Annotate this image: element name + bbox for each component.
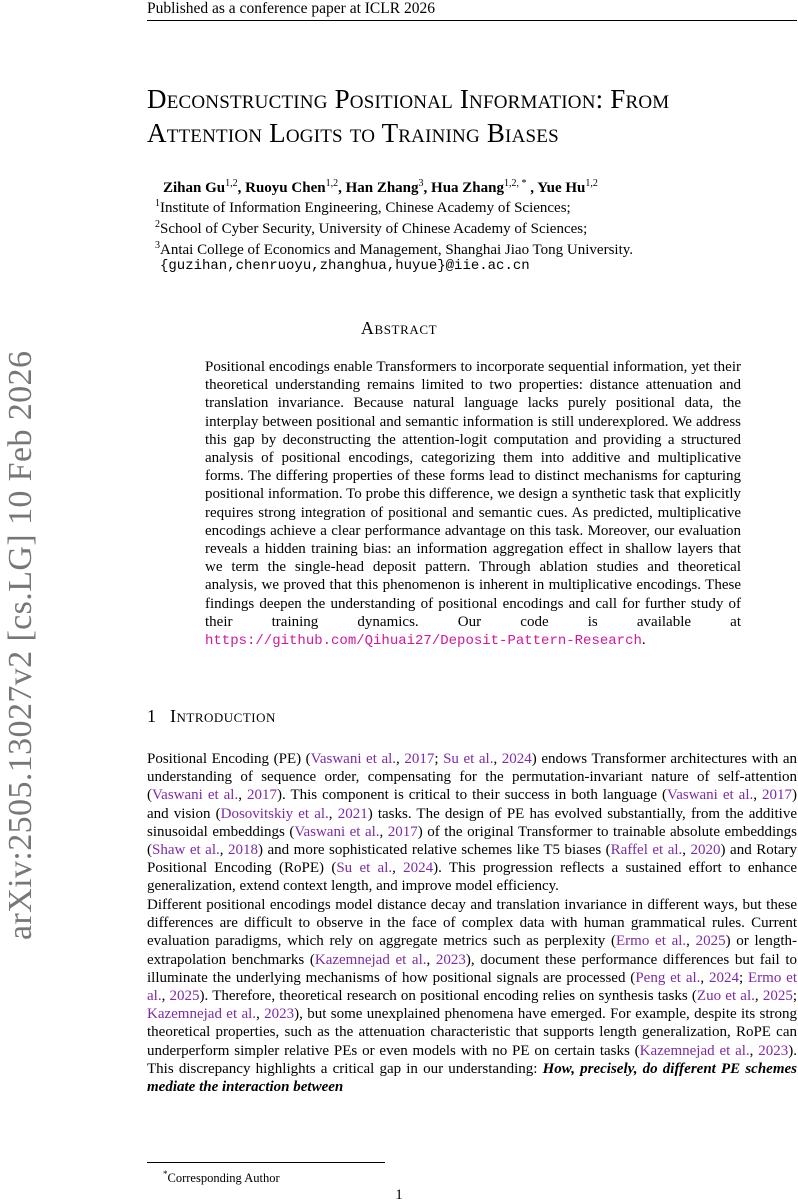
- text-run: ,: [219, 842, 229, 859]
- emphasized-question: How, precisely, do different PE schemes mediate the interaction between: [147, 1060, 798, 1096]
- page-number: 1: [395, 1187, 403, 1203]
- text-run: ,: [238, 787, 247, 804]
- citation-link[interactable]: Zuo et al.: [696, 988, 755, 1005]
- citation-link[interactable]: Kazemnejad et al.: [639, 1042, 750, 1059]
- citation-link[interactable]: Dosovitskiy et al.: [220, 805, 329, 822]
- paper-title: [147, 82, 798, 150]
- text-run: ,: [396, 751, 405, 767]
- text-run: ;: [792, 988, 798, 1005]
- author: Yue Hu$^{1,2}$: [537, 178, 598, 196]
- text-run: ) endows Transformer architectures with an understanding of sequence order, compensating for the permutation-invariant nature of self-attention (: [147, 751, 797, 804]
- text-run: ). This progression reflects a sustained effort to enhance generalization, extend context length, and improve model efficiency.: [147, 860, 797, 895]
- text-run: ), document these performance differences but fail to illuminate the underlying mechanisms of how positional signals are processed (: [147, 951, 797, 986]
- author: Han Zhang$^3$: [345, 178, 424, 196]
- section-heading-introduction: 1 Introduction: [147, 706, 276, 726]
- citation-link[interactable]: 2024: [403, 860, 434, 877]
- text-run: ,: [700, 969, 709, 986]
- citation-link[interactable]: Kazemnejad et al.: [314, 951, 427, 968]
- title-line-1: Deconstructing Positional Information: From: [147, 84, 670, 114]
- text-run: ,: [754, 988, 763, 1005]
- arxiv-identifier: arXiv:2505.13027v2 [cs.LG] 10 Feb 2026: [2, 350, 39, 940]
- citation-link[interactable]: 2018: [228, 842, 259, 859]
- abstract-body: Positional encodings enable Transformers to incorporate sequential information, yet their theoretical understanding remains limited to two properties: distance attenuation and translation invariance. Because natural language lacks purely positional data, the interplay between positional and semantic information is still underexplored. We address this gap by deconstructing the attention-logit computation and providing a structured analysis of positional encodings, categorizing them into additive and multiplicative forms. The differing properties of these forms lead to distinct mechanisms for capturing positional information. To probe this difference, we design a synthetic task that explicitly requires strong integration of positional and semantic cues. As predicted, multiplicative encodings achieve a clear performance advantage on this task. Moreover, our evaluation reveals a hidden training bias: an information aggregation effect in shallow layers that we term the single-head deposit pattern. Through ablation studies and theoretical analysis, we proved that this phenomenon is inherent in multiplicative encodings. These findings deepen the understanding of positional encodings and call for further study of their training dynamics. Our code is available at https://github.com/Qihuai27/Deposit-Pattern-Research.: [205, 359, 741, 650]
- citation-link[interactable]: Su et al.: [336, 860, 393, 877]
- affiliation-2: $^2$School of Cyber Security, University of Chinese Academy of Sciences;: [155, 219, 588, 237]
- text-run: ), but some unexplained phenomena have emerged. For example, despite its strong theoretical properties, such as the attenuation characteristic that supports length generalization, RoPE can underperform simpler relative PEs or even models with no PE on certain tasks (: [147, 1006, 798, 1059]
- text-run: ,: [682, 842, 691, 859]
- citation-link[interactable]: Kazemnejad et al.: [147, 1006, 257, 1023]
- citation-link[interactable]: 2025: [169, 988, 200, 1005]
- citation-link[interactable]: Ermo et al.: [147, 969, 798, 1005]
- text-run: ,: [161, 988, 170, 1005]
- text-run: ,: [379, 823, 388, 840]
- title-line-2: Attention Logits to Training Biases: [147, 118, 559, 148]
- text-run: ,: [426, 951, 436, 968]
- citation-link[interactable]: 2017: [404, 751, 435, 767]
- author: Hua Zhang$^{1,2, *}$: [431, 178, 527, 196]
- citation-link[interactable]: Su et al.: [443, 751, 494, 767]
- text-run: ). This discrepancy highlights a critical gap in our understanding:: [147, 1042, 797, 1077]
- citation-link[interactable]: 2017: [762, 787, 793, 804]
- abstract-heading: Abstract: [360, 318, 438, 338]
- citation-link[interactable]: Raffel et al.: [610, 842, 683, 859]
- text-run: ,: [753, 787, 763, 804]
- affiliation-3: $^3$Antai College of Economics and Management, Shanghai Jiao Tong University.: [155, 240, 634, 258]
- citation-link[interactable]: Vaswani et al.: [310, 751, 397, 767]
- text-run: ,: [493, 751, 502, 767]
- text-run: ) of the original Transformer to trainable absolute embeddings (: [147, 823, 797, 859]
- citation-link[interactable]: 2024: [501, 751, 532, 767]
- citation-link[interactable]: 2025: [695, 933, 726, 950]
- text-run: ;: [434, 751, 444, 767]
- citation-link[interactable]: 2017: [246, 787, 277, 804]
- header-rule: [147, 20, 797, 21]
- citation-link[interactable]: 2021: [337, 805, 368, 822]
- affiliation-1: $^1$Institute of Information Engineering, Chinese Academy of Sciences;: [155, 198, 571, 216]
- text-run: ). This component is critical to their success in both language (: [276, 787, 668, 804]
- text-run: Positional Encoding (PE) (: [147, 751, 311, 767]
- intro-paragraph-1: [147, 750, 797, 896]
- author: Zihan Gu$^{1,2}$: [163, 178, 238, 196]
- citation-link[interactable]: 2024: [709, 969, 739, 986]
- citation-link[interactable]: 2025: [762, 988, 793, 1005]
- citation-link[interactable]: 2023: [264, 1006, 295, 1023]
- text-run: ,: [749, 1042, 759, 1059]
- author-list: Zihan Gu$^{1,2}$, Ruoyu Chen$^{1,2}$, Han Zhang$^3$, Hua Zhang$^{1,2, *}$ , Yue Hu$^{1,2}$: [163, 178, 598, 196]
- text-run: Different positional encodings model distance decay and translation invariance in different ways, but these differences are difficult to observe in the face of complex data with human grammatical rules. Current evaluation paradigms, which rely on aggregate metrics such as perplexity (: [147, 897, 797, 950]
- footnote-rule: [147, 1162, 385, 1163]
- text-run: ) tasks. The design of PE has evolved substantially, from the additive sinusoidal embeddings (: [147, 805, 798, 840]
- text-run: ) and Rotary Positional Encoding (RoPE) (: [147, 842, 798, 877]
- citation-link[interactable]: 2023: [435, 951, 466, 968]
- text-run: ,: [392, 860, 404, 877]
- author: Ruoyu Chen$^{1,2}$: [245, 178, 339, 196]
- citation-link[interactable]: Shaw et al.: [152, 842, 220, 859]
- text-run: ,: [256, 1006, 265, 1023]
- text-run: ) and more sophisticated relative schemes like T5 biases (: [258, 842, 611, 859]
- citation-link[interactable]: Vaswani et al.: [667, 787, 754, 804]
- citation-link[interactable]: Vaswani et al.: [294, 823, 380, 840]
- citation-link[interactable]: 2020: [690, 842, 721, 859]
- text-run: ) or length-extrapolation benchmarks (: [147, 933, 798, 968]
- text-run: ,: [686, 933, 696, 950]
- citation-link[interactable]: Ermo et al.: [616, 933, 687, 950]
- author-emails: {guzihan,chenruoyu,zhanghua,huyue}@iie.ac.cn: [160, 258, 530, 274]
- text-run: ) and vision (: [147, 787, 798, 822]
- code-link[interactable]: https://github.com/Qihuai27/Deposit-Pattern-Research: [205, 633, 642, 650]
- text-run: ;: [739, 969, 749, 986]
- text-run: ,: [328, 805, 338, 822]
- intro-paragraph-2: [147, 896, 797, 1096]
- running-header: Published as a conference paper at ICLR 2026: [147, 0, 435, 17]
- text-run: ). Therefore, theoretical research on positional encoding relies on synthesis tasks (: [199, 988, 697, 1005]
- citation-link[interactable]: 2023: [758, 1042, 789, 1059]
- citation-link[interactable]: Vaswani et al.: [152, 787, 239, 804]
- citation-link[interactable]: 2017: [387, 823, 418, 840]
- citation-link[interactable]: Peng et al.: [635, 969, 701, 986]
- footnote: *Corresponding Author: [163, 1169, 280, 1186]
